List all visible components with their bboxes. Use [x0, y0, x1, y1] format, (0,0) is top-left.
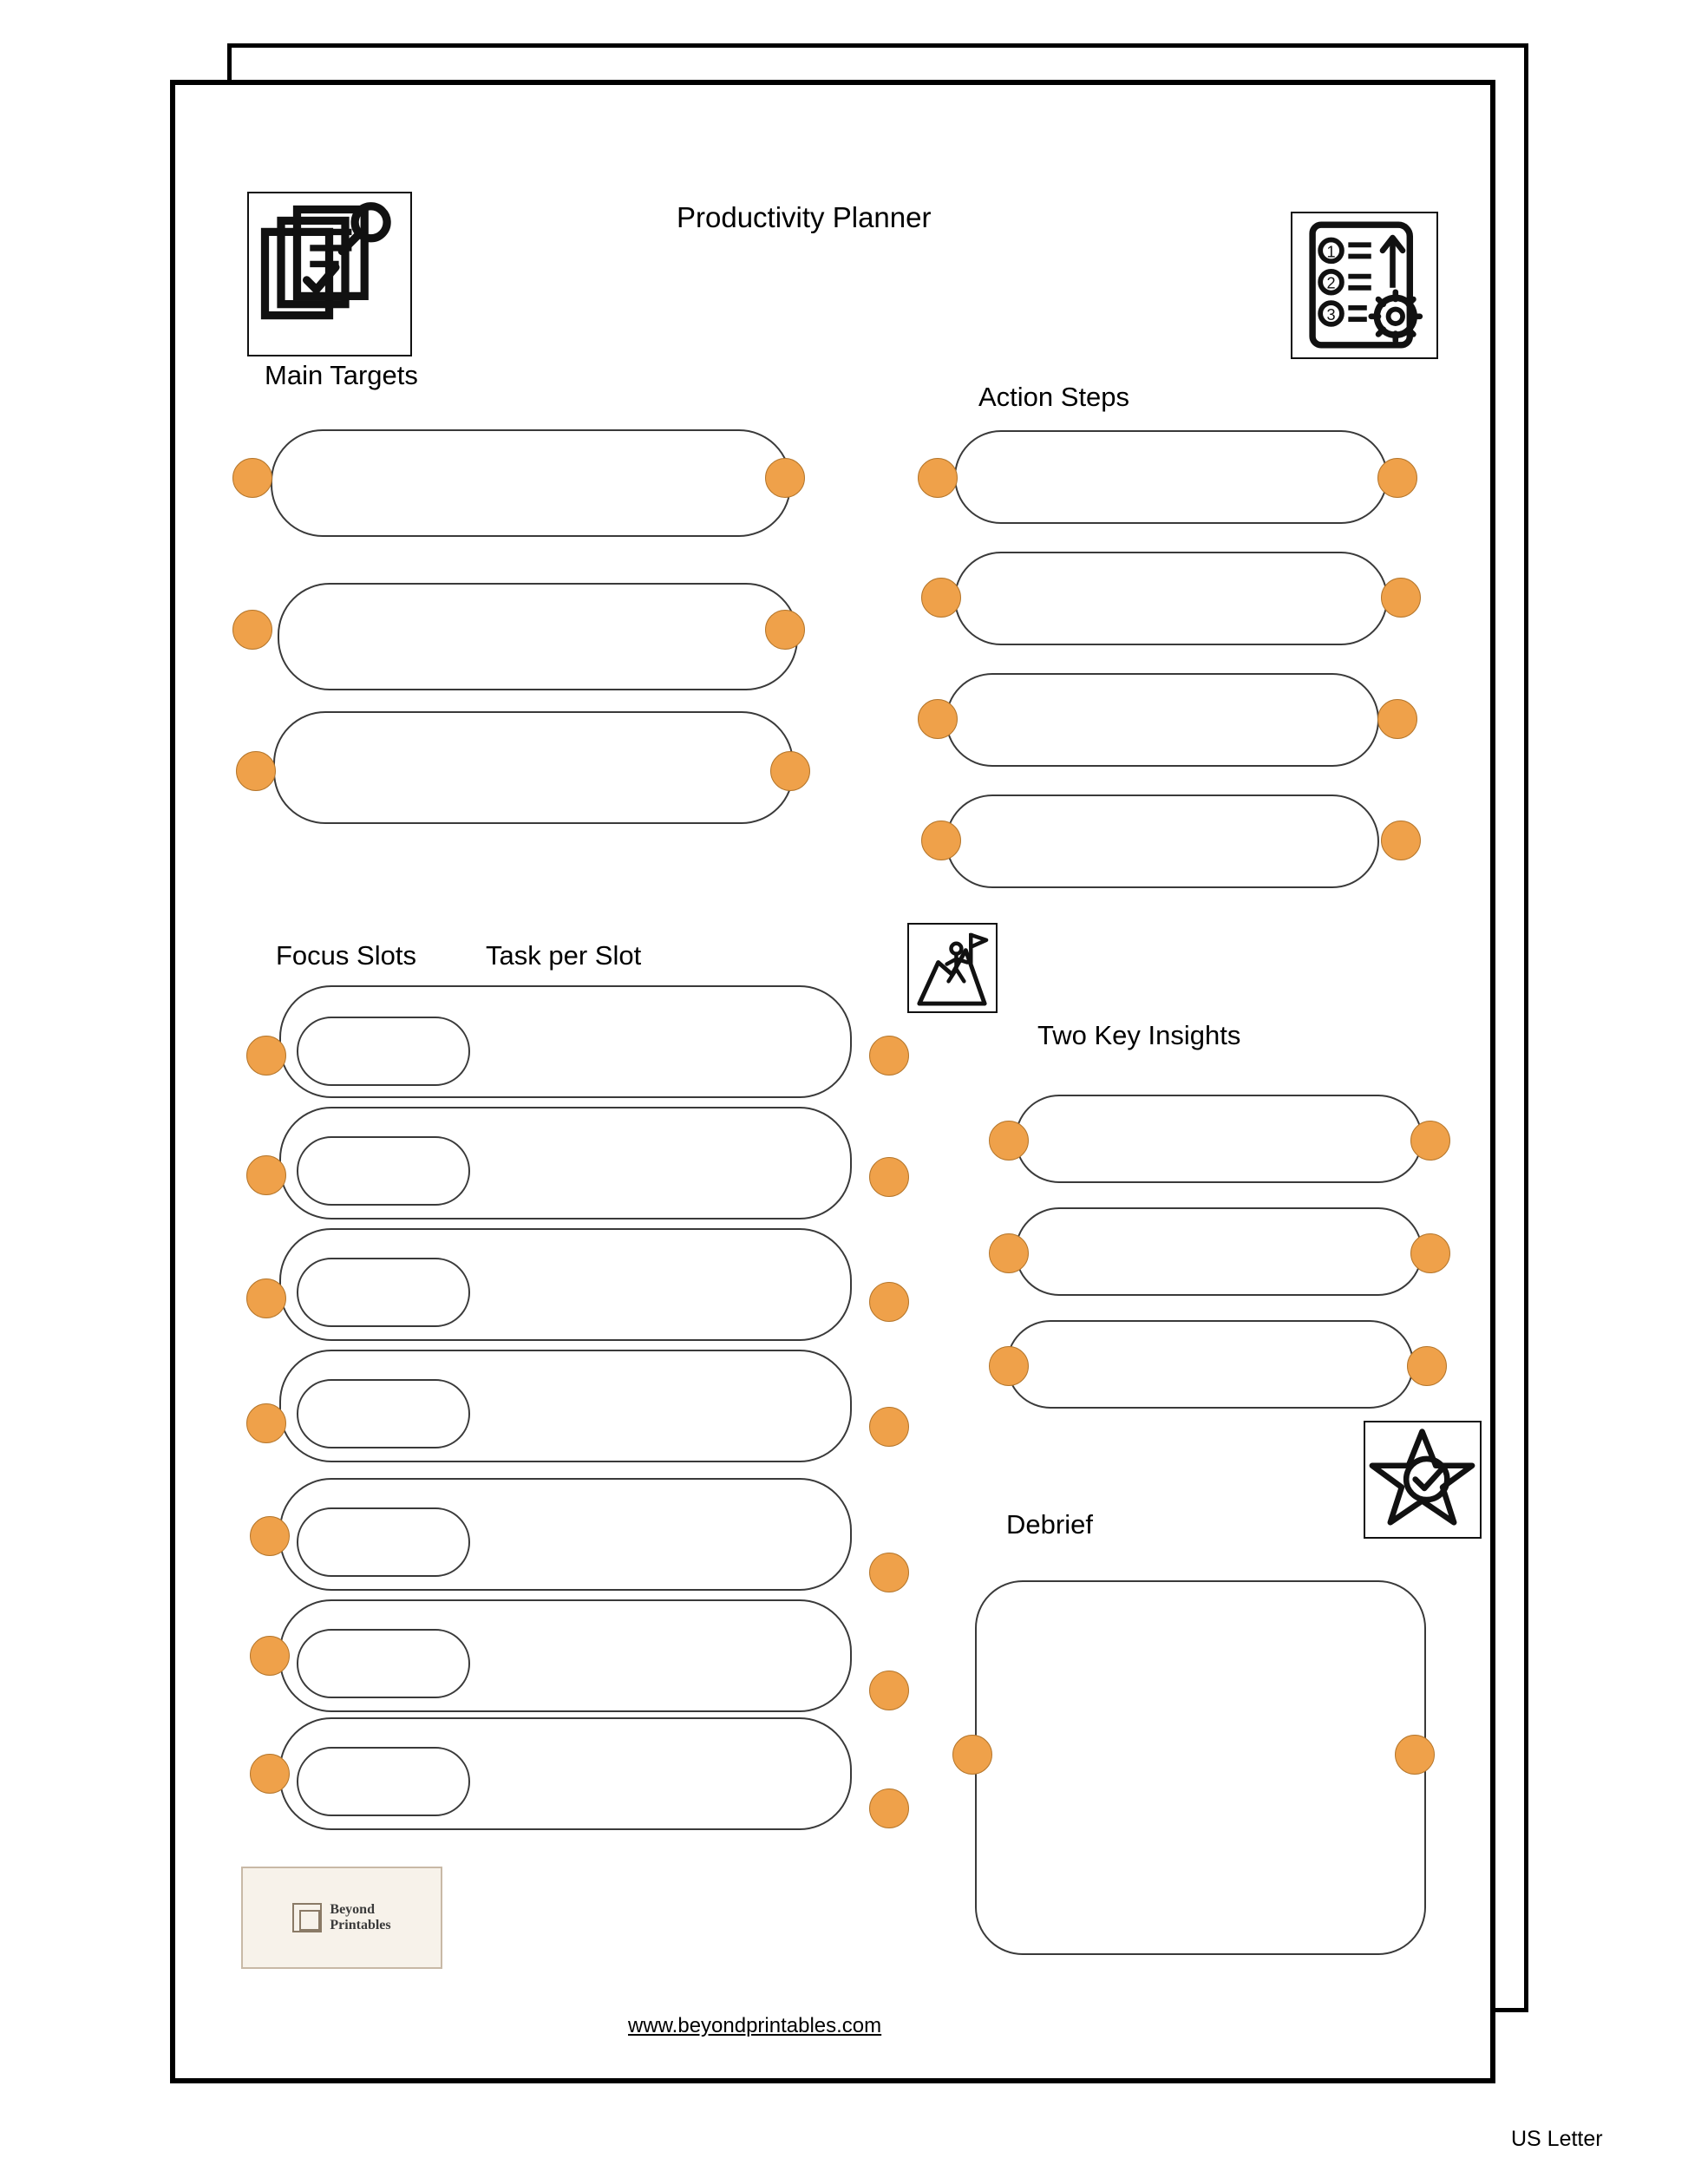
section-title-key-insights: Two Key Insights	[1037, 1020, 1241, 1050]
row-dot-left	[250, 1516, 290, 1556]
main-target-row[interactable]	[271, 429, 791, 537]
row-dot-right	[1407, 1346, 1447, 1386]
action-step-row[interactable]	[945, 794, 1379, 888]
row-dot-right	[869, 1788, 909, 1828]
row-dot-right	[1410, 1233, 1450, 1273]
brand-name	[330, 1902, 390, 1933]
section-title-debrief: Debrief	[1006, 1509, 1093, 1540]
focus-slot-label-field[interactable]	[297, 1258, 470, 1327]
row-dot-right	[1381, 578, 1421, 618]
main-target-row[interactable]	[278, 583, 798, 690]
row-dot-left	[989, 1233, 1029, 1273]
debrief-field[interactable]	[975, 1580, 1426, 1955]
row-dot-left	[246, 1036, 286, 1076]
key-insight-row[interactable]	[1015, 1095, 1423, 1183]
row-dot-left	[921, 578, 961, 618]
row-dot-right	[765, 458, 805, 498]
focus-slot-label-field[interactable]	[297, 1136, 470, 1206]
section-title-main-targets: Main Targets	[265, 360, 418, 390]
row-dot-right	[869, 1407, 909, 1447]
row-dot-right	[1410, 1121, 1450, 1161]
svg-text:3: 3	[1326, 305, 1336, 324]
section-title-focus-slots: Focus Slots	[276, 940, 416, 971]
row-dot-right	[770, 751, 810, 791]
row-dot-left	[989, 1346, 1029, 1386]
row-dot-left	[952, 1735, 992, 1775]
page-title: Productivity Planner	[677, 201, 932, 233]
website-link[interactable]: www.beyondprintables.com	[628, 2014, 882, 2037]
numbered-steps-gear-icon	[1291, 212, 1438, 359]
row-dot-left	[232, 610, 272, 650]
focus-slot-label-field[interactable]	[297, 1747, 470, 1816]
row-dot-right	[869, 1036, 909, 1076]
row-dot-left	[236, 751, 276, 791]
row-dot-left	[232, 458, 272, 498]
row-dot-right	[869, 1553, 909, 1592]
focus-slot-label-field[interactable]	[297, 1379, 470, 1448]
row-dot-right	[869, 1282, 909, 1322]
row-dot-right	[1381, 821, 1421, 860]
paper-size-label: US Letter	[1511, 2127, 1603, 2151]
row-dot-left	[246, 1278, 286, 1318]
row-dot-right	[869, 1157, 909, 1197]
main-target-row[interactable]	[273, 711, 794, 824]
row-dot-left	[250, 1636, 290, 1676]
row-dot-right	[869, 1671, 909, 1710]
row-dot-left	[921, 821, 961, 860]
row-dot-left	[246, 1403, 286, 1443]
key-insight-row[interactable]	[1015, 1207, 1423, 1296]
row-dot-left	[250, 1754, 290, 1794]
focus-slot-label-field[interactable]	[297, 1017, 470, 1086]
row-dot-right	[1377, 458, 1417, 498]
row-dot-left	[918, 699, 958, 739]
key-insight-row[interactable]	[1006, 1320, 1414, 1409]
focus-slot-label-field[interactable]	[297, 1629, 470, 1698]
action-step-row[interactable]	[954, 552, 1388, 645]
svg-text:2: 2	[1326, 274, 1336, 292]
row-dot-right	[1377, 699, 1417, 739]
svg-text:1: 1	[1326, 243, 1336, 261]
section-title-action-steps: Action Steps	[978, 382, 1130, 412]
row-dot-right	[1395, 1735, 1435, 1775]
brand-line-2: Printables	[330, 1918, 391, 1932]
star-check-icon	[1364, 1421, 1482, 1539]
row-dot-left	[246, 1155, 286, 1195]
focus-slot-label-field[interactable]	[297, 1507, 470, 1577]
checklist-pin-icon	[247, 192, 412, 356]
climber-flag-icon	[907, 923, 998, 1013]
brand-mark-icon	[292, 1903, 322, 1932]
brand-line-1: Beyond	[330, 1902, 375, 1918]
section-title-task-per-slot: Task per Slot	[486, 940, 642, 971]
action-step-row[interactable]	[945, 673, 1379, 767]
action-step-row[interactable]	[954, 430, 1388, 524]
row-dot-left	[918, 458, 958, 498]
row-dot-left	[989, 1121, 1029, 1161]
row-dot-right	[765, 610, 805, 650]
brand-logo	[241, 1867, 442, 1969]
